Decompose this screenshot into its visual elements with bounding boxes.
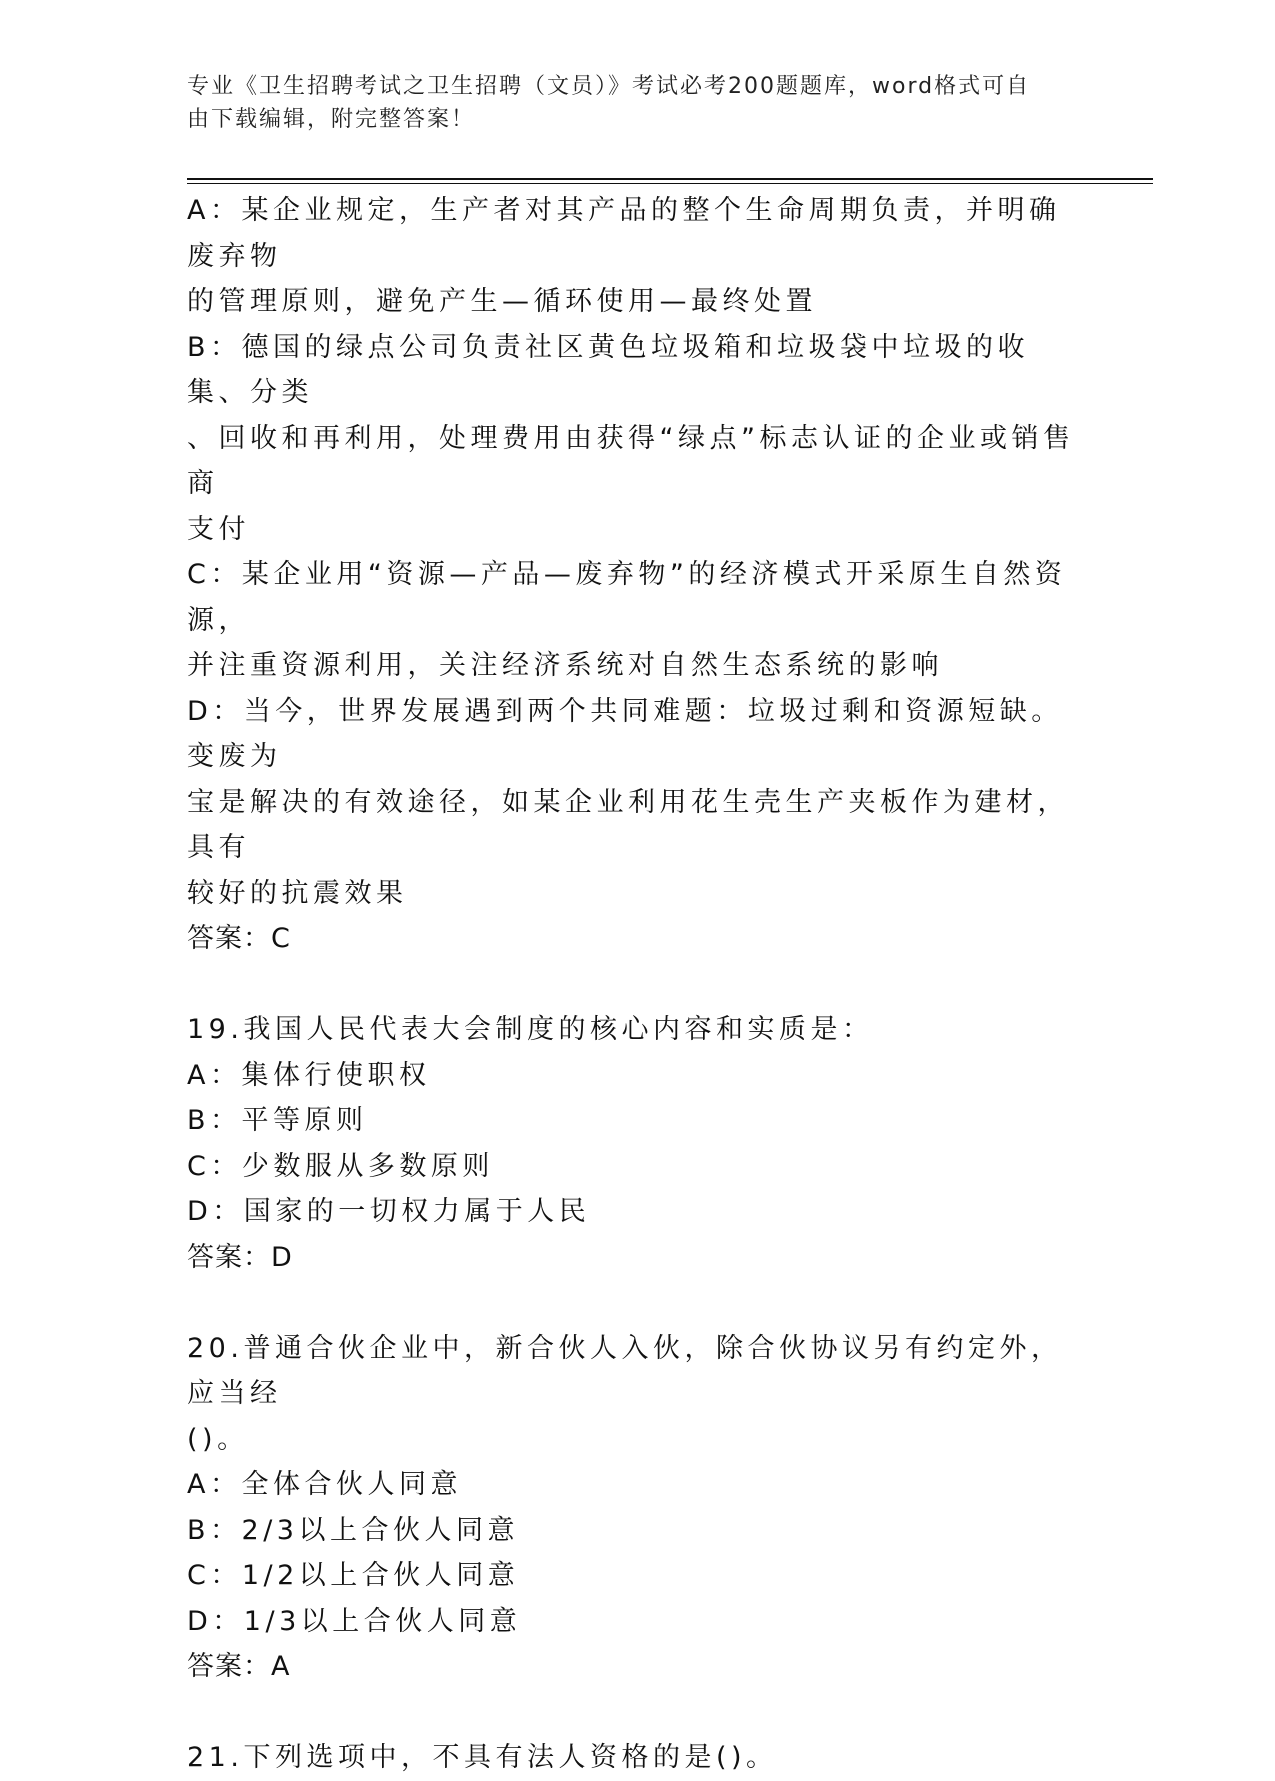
q18-option-b-line-3: 支付 xyxy=(187,513,250,545)
question-spacer xyxy=(187,1690,1077,1736)
q19-answer: 答案：D xyxy=(187,1241,293,1273)
q20-question-line-1: 20.普通合伙企业中，新合伙人入伙，除合伙协议另有约定外，应当经 xyxy=(187,1332,1063,1409)
header-divider-thick xyxy=(187,178,1153,180)
q20-option-d: D：1/3以上合伙人同意 xyxy=(187,1605,522,1637)
question-21 xyxy=(187,1735,1077,1781)
document-header xyxy=(187,70,1067,136)
q20-option-c: C：1/2以上合伙人同意 xyxy=(187,1560,520,1591)
q21-question: 21.下列选项中，不具有法人资格的是()。 xyxy=(187,1742,778,1773)
q19-option-b: B：平等原则 xyxy=(187,1105,368,1136)
question-spacer xyxy=(187,1280,1077,1326)
q19-option-d: D：国家的一切权力属于人民 xyxy=(187,1196,591,1227)
question-20 xyxy=(187,1326,1077,1690)
header-line-1: 专业《卫生招聘考试之卫生招聘（文员）》考试必考200题题库，word格式可自 xyxy=(187,74,1031,99)
q20-question-line-2: ()。 xyxy=(187,1423,249,1455)
document-body xyxy=(187,188,1077,1781)
q19-option-a: A：集体行使职权 xyxy=(187,1059,431,1091)
question-18-options xyxy=(187,188,1077,962)
q20-option-a: A：全体合伙人同意 xyxy=(187,1469,462,1500)
q18-option-b-line-2: 、回收和再利用，处理费用由获得“绿点”标志认证的企业或销售商 xyxy=(187,422,1075,499)
header-divider-thin xyxy=(187,183,1153,184)
q18-option-a-line-2: 的管理原则，避免产生—循环使用—最终处置 xyxy=(187,286,817,317)
question-spacer xyxy=(187,962,1077,1008)
q18-option-d-line-2: 宝是解决的有效途径，如某企业利用花生壳生产夹板作为建材，具有 xyxy=(187,786,1069,863)
q18-answer: 答案：C xyxy=(187,923,291,954)
q19-question: 19.我国人民代表大会制度的核心内容和实质是： xyxy=(187,1014,874,1045)
question-19 xyxy=(187,1007,1077,1280)
q19-option-c: C：少数服从多数原则 xyxy=(187,1150,494,1182)
q18-option-d-line-1: D：当今，世界发展遇到两个共同难题：垃圾过剩和资源短缺。变废为 xyxy=(187,695,1063,772)
q18-option-c-line-2: 并注重资源利用，关注经济系统对自然生态系统的影响 xyxy=(187,650,943,681)
q20-answer: 答案：A xyxy=(187,1651,291,1682)
q20-option-b: B：2/3以上合伙人同意 xyxy=(187,1514,519,1546)
q18-option-d-line-3: 较好的抗震效果 xyxy=(187,877,408,909)
q18-option-b-line-1: B：德国的绿点公司负责社区黄色垃圾箱和垃圾袋中垃圾的收集、分类 xyxy=(187,331,1030,408)
q18-option-a-line-1: A：某企业规定，生产者对其产品的整个生命周期负责，并明确废弃物 xyxy=(187,195,1061,272)
header-line-2: 由下载编辑，附完整答案！ xyxy=(187,107,476,132)
q18-option-c-line-1: C：某企业用“资源—产品—废弃物”的经济模式开采原生自然资源， xyxy=(187,559,1067,636)
